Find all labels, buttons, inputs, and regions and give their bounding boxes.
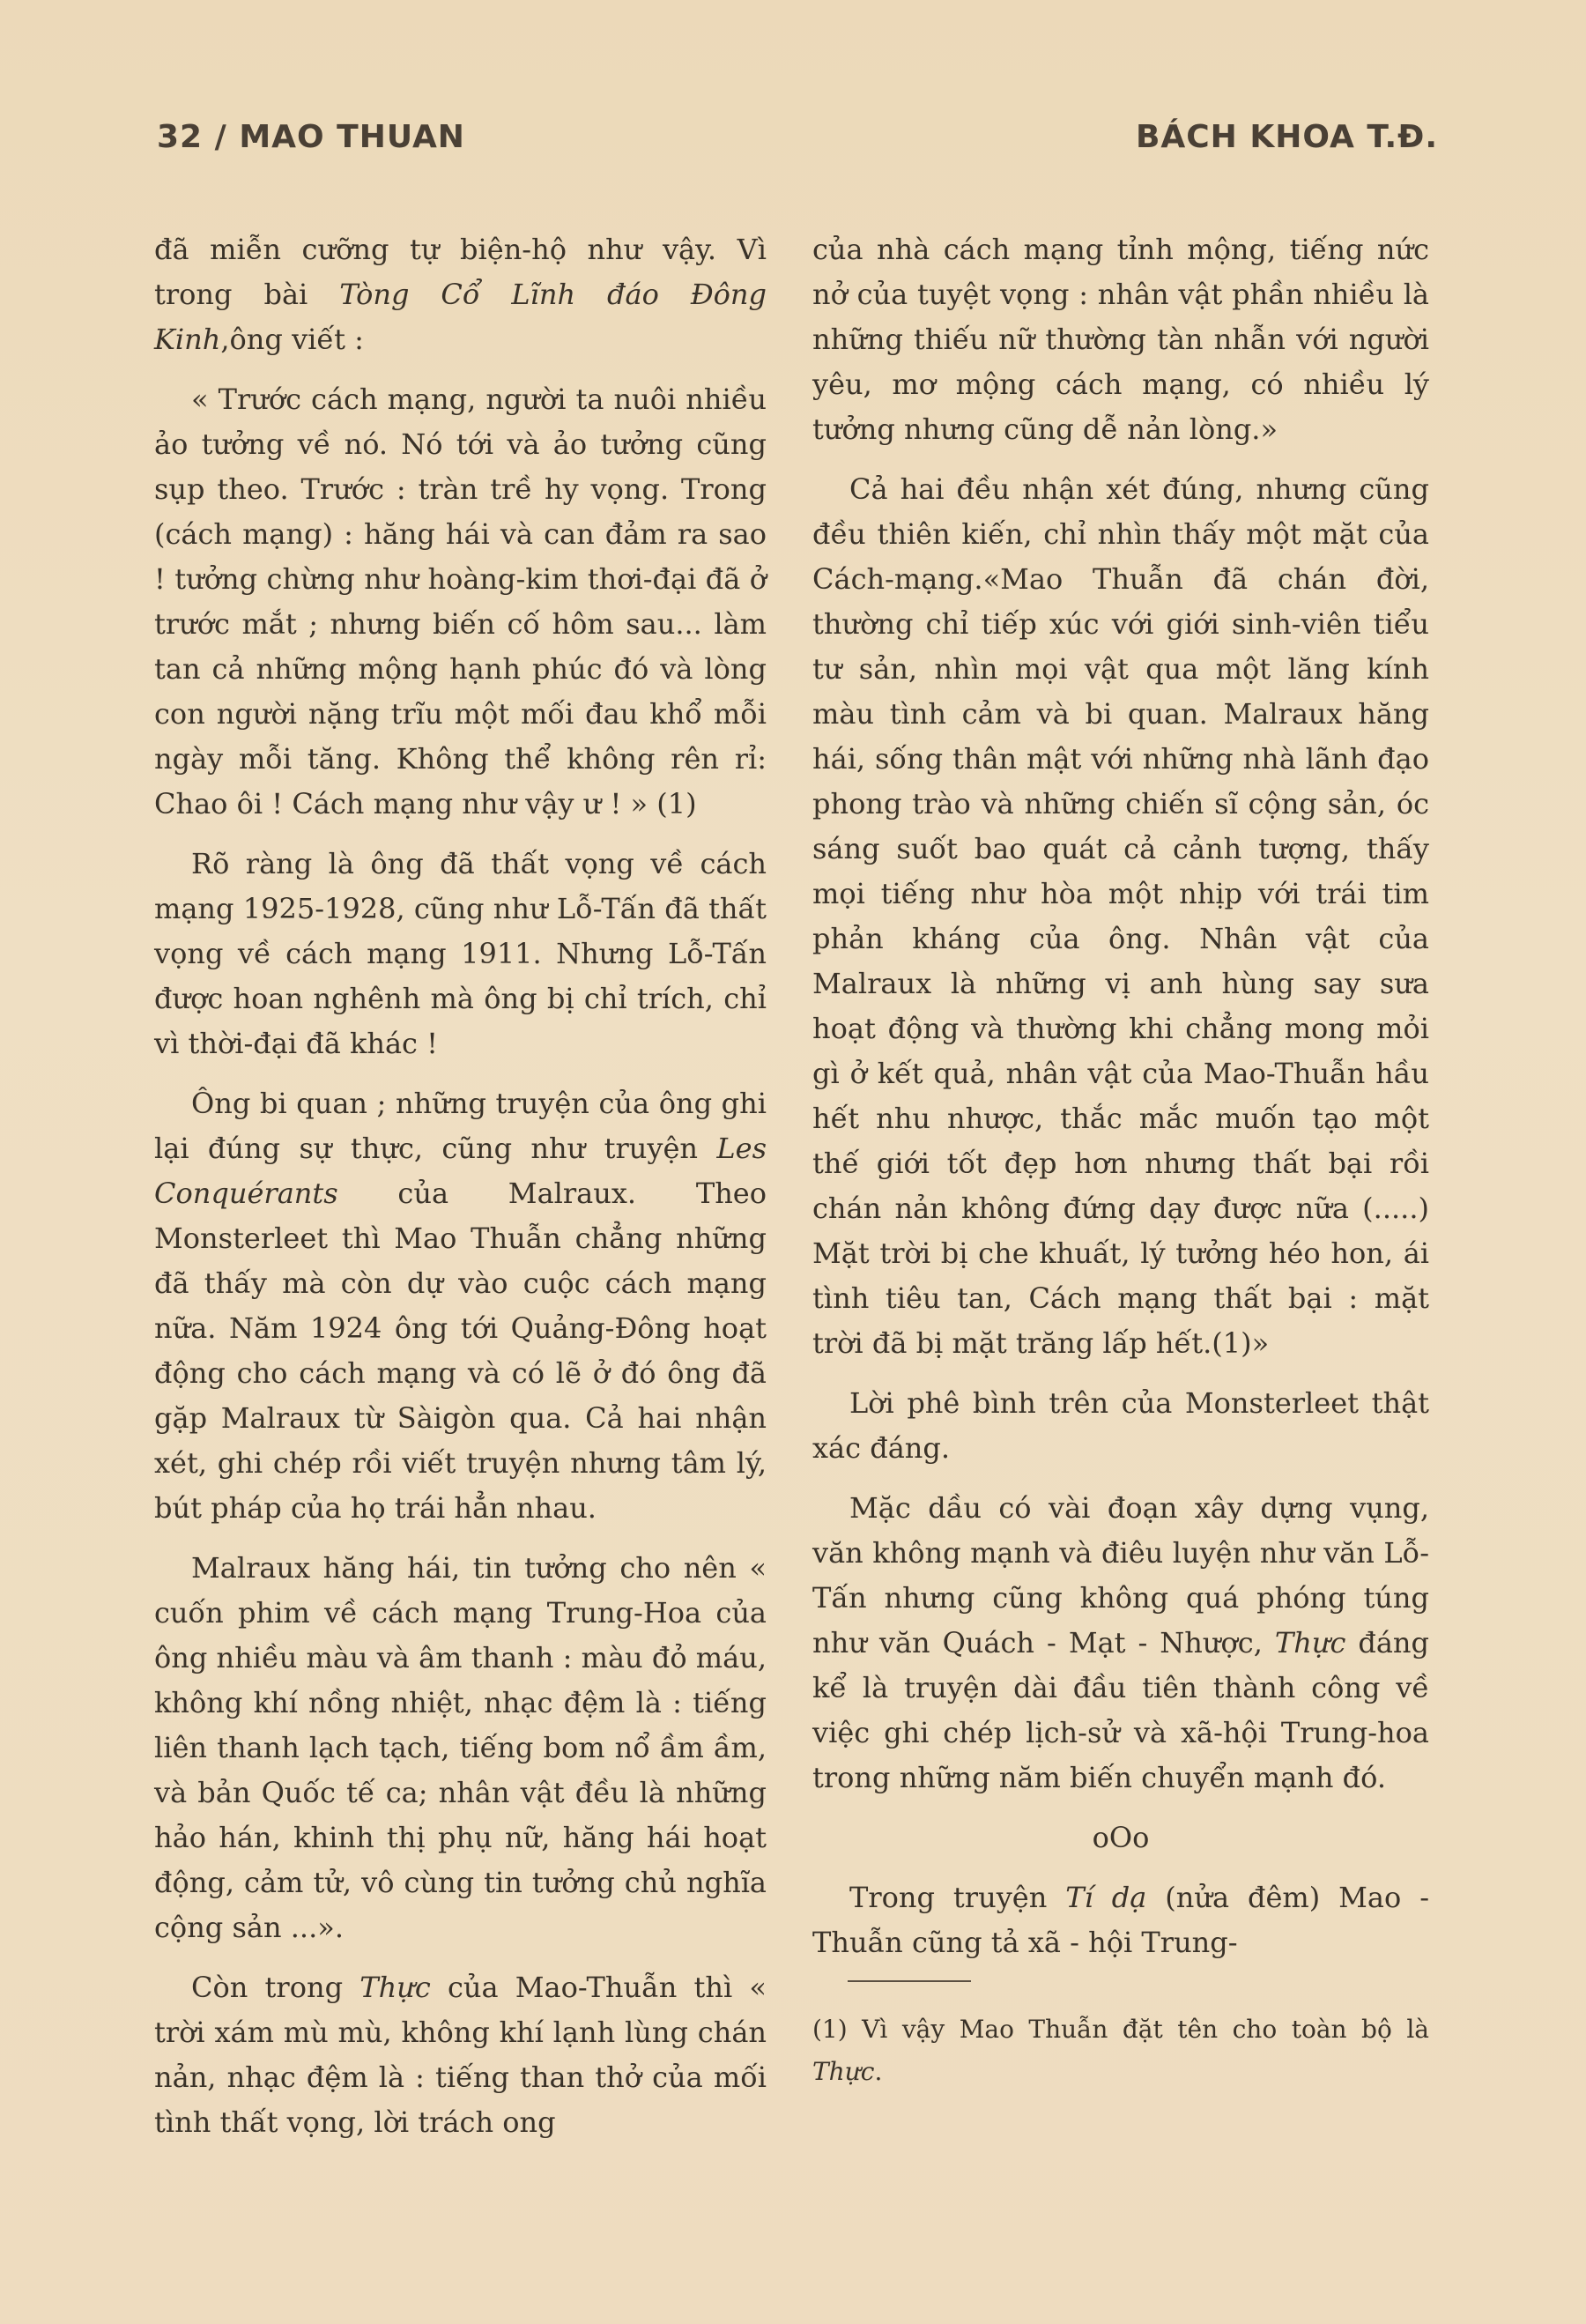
left-column [154,227,767,2160]
paragraph: Cả hai đều nhận xét đúng, nhưng cũng đều thiên kiến, chỉ nhìn thấy một mặt của Cách-mạng.«Mao Thuẫn đã chán đời, thường chỉ tiếp xúc với giới sinh-viên tiểu tư sản, nhìn mọi vật qua một lăng kính màu tình cảm và bi quan. Malraux hăng hái, sống thân mật với những nhà lãnh đạo phong trào và những chiến sĩ cộng sản, óc sáng suốt bao quát cả cảnh tượng, thấy mọi tiếng như hòa một nhịp với trái tim phản kháng của ông. Nhân vật của Malraux là những vị anh hùng say sưa hoạt động và thường khi chẳng mong mỏi gì ở kết quả, nhân vật của Mao-Thuẫn hầu hết nhu nhược, thắc mắc muốn tạo một thế giới tốt đẹp hơn nhưng thất bại rồi chán nản không đứng dạy được nữa (.....) Mặt trời bị che khuất, lý tưởng héo hon, ái tình tiêu tan, Cách mạng thất bại : mặt trời đã bị mặt trăng lấp hết.(1)» [812,472,1429,1360]
work-title: Thực [359,1971,431,2004]
page-header [157,119,1438,172]
footnote: (1) Vì vậy Mao Thuẫn đặt tên cho toàn bộ là Thực. [812,2015,1429,2086]
paragraph: Rõ ràng là ông đã thất vọng về cách mạng 1925-1928, cũng như Lỗ-Tấn đã thất vọng về cách mạng 1911. Nhưng Lỗ-Tấn được hoan nghênh mà ông bị chỉ trích, chỉ vì thời-đại đã khác ! [154,847,767,1060]
paragraph: Mặc dầu có vài đoạn xây dựng vụng, văn không mạnh và điêu luyện như văn Lỗ-Tấn nhưng cũng không quá phóng túng như văn Quách - Mạt - Nhược, Thực đáng kể là truyện dài đầu tiên thành công về việc ghi chép lịch-sử và xã-hội Trung-hoa trong những năm biến chuyển mạnh đó. [812,1491,1430,1794]
work-title: Les Conquérants [154,1132,767,1210]
work-title: Tí dạ [1065,1881,1147,1914]
paragraph: Lời phê bình trên của Monsterleet thật xác đáng. [812,1386,1429,1465]
footnote-divider [848,1980,971,1982]
work-title: Thực [812,2057,875,2086]
work-title: Tòng Cổ Lĩnh đáo Đông Kinh [154,278,767,356]
header-publication: BÁCH KHOA T.Đ. [1135,119,1438,155]
paragraph: Malraux hăng hái, tin tưởng cho nên « cuốn phim về cách mạng Trung-Hoa của ông nhiều màu và âm thanh : màu đỏ máu, không khí nồng nhiệt, nhạc đệm là : tiếng liên thanh lạch tạch, tiếng bom nổ ầm ầm, và bản Quốc tế ca; nhân vật đều là những hảo hán, khinh thị phụ nữ, hăng hái hoạt động, cảm tử, vô cùng tin tưởng chủ nghĩa cộng sản ...». [154,1551,767,1944]
work-title: Thực [1274,1626,1346,1659]
paragraph: Còn trong Thực của Mao-Thuẫn thì « trời xám mù mù, không khí lạnh lùng chán nản, nhạc đệm là : tiếng than thở của mối tình thất vọng, lời trách ong [154,1971,767,2139]
quotation-paragraph: « Trước cách mạng, người ta nuôi nhiều ảo tưởng về nó. Nó tới và ảo tưởng cũng sụp theo. Trước : tràn trề hy vọng. Trong (cách mạng) : hăng hái và can đảm ra sao ! tưởng chừng như hoàng-kim thơi-đại đã ở trước mắt ; nhưng biến cố hôm sau... làm tan cả những mộng hạnh phúc đó và lòng con người nặng trĩu một mối đau khổ mỗi ngày mỗi tăng. Không thể không rên rỉ: Chao ôi ! Cách mạng như vậy ư ! » (1) [154,382,767,820]
paragraph-continuation: đã miễn cưỡng tự biện-hộ như vậy. Vì trong bài Tòng Cổ Lĩnh đáo Đông Kinh,ông viết : [154,233,767,356]
header-page-number-author: 32 / MAO THUAN [157,119,465,155]
paragraph: Trong truyện Tí dạ (nửa đêm) Mao - Thuẫn cũng tả xã - hội Trung- [812,1881,1430,1959]
section-separator: oOo [1092,1821,1150,1854]
right-column [812,227,1429,2108]
paragraph-continuation: của nhà cách mạng tỉnh mộng, tiếng nức nở của tuyệt vọng : nhân vật phần nhiều là những thiếu nữ thường tàn nhẫn với người yêu, mơ mộng cách mạng, có nhiều lý tưởng nhưng cũng dễ nản lòng.» [812,233,1429,446]
paragraph: Ông bi quan ; những truyện của ông ghi lại đúng sự thực, cũng như truyện Les Conquérants của Malraux. Theo Monsterleet thì Mao Thuẫn chẳng những đã thấy mà còn dự vào cuộc cách mạng nữa. Năm 1924 ông tới Quảng-Đông hoạt động cho cách mạng và có lẽ ở đó ông đã gặp Malraux từ Sàigòn qua. Cả hai nhận xét, ghi chép rồi viết truyện nhưng tâm lý, bút pháp của họ trái hẳn nhau. [154,1087,767,1525]
